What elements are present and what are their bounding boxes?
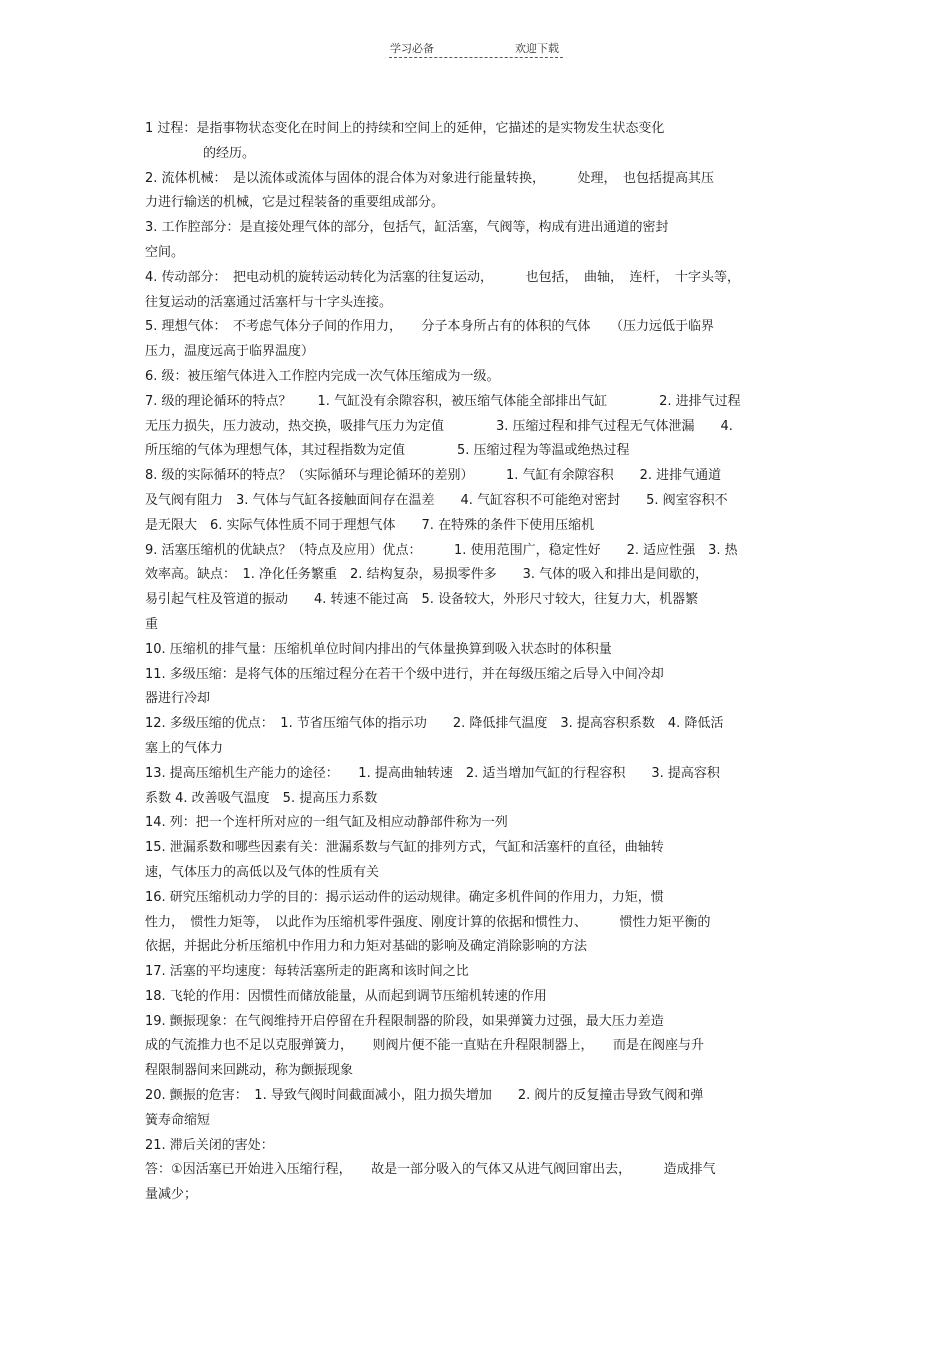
text-line: 系数 4. 改善吸气温度 5. 提高压力系数 — [145, 790, 378, 806]
text-line: 器进行冷却 — [145, 691, 211, 707]
text-line: 及气阀有阻力 3. 气体与气缸各接触面间存在温差 4. 气缸容积不可能绝对密封 5. 阀室容积不 — [145, 492, 728, 508]
text-line: 2. 流体机械： 是以流体或流体与固体的混合体为对象进行能量转换， 处理， 也包括提高其压 — [145, 170, 715, 186]
header-left-text: 学习必备 — [390, 42, 434, 55]
text-line: 成的气流推力也不足以克服弹簧力， 则阀片便不能一直贴在升程限制器上， 而是在阀座与升 — [145, 1038, 705, 1054]
text-line: 4. 传动部分： 把电动机的旋转运动转化为活塞的往复运动， 也包括， 曲轴， 连杆， 十字头等， — [145, 269, 741, 285]
text-line: 9. 活塞压缩机的优缺点？（特点及应用）优点： 1. 使用范围广，稳定性好 2. 适应性强 3. 热 — [145, 542, 738, 558]
text-line: 16. 研究压缩机动力学的目的：揭示运动件的运动规律。确定多机件间的作用力，力矩，惯 — [145, 889, 664, 905]
text-line: 12. 多级压缩的优点： 1. 节省压缩气体的指示功 2. 降低排气温度 3. 提高容积系数 4. 降低活 — [145, 716, 724, 732]
text-line: 是无限大 6. 实际气体性质不同于理想气体 7. 在特殊的条件下使用压缩机 — [145, 517, 595, 533]
text-line: 17. 活塞的平均速度：每转活塞所走的距离和该时间之比 — [145, 964, 469, 980]
text-line: 11. 多级压缩：是将气体的压缩过程分在若干个级中进行，并在每级压缩之后导入中间冷却 — [145, 666, 664, 682]
text-line: 效率高。缺点： 1. 净化任务繁重 2. 结构复杂，易损零件多 3. 气体的吸入和排出是间歇的， — [145, 567, 709, 583]
text-line: 6. 级：被压缩气体进入工作腔内完成一次气体压缩成为一级。 — [145, 368, 500, 384]
text-line: 19. 颤振现象：在气阀维持开启停留在升程限制器的阶段，如果弹簧力过强，最大压力差造 — [145, 1013, 664, 1029]
text-line: 1 过程：是指事物状态变化在时间上的持续和空间上的延伸，它描述的是实物发生状态变化 — [145, 121, 665, 136]
body-text — [145, 117, 810, 1208]
text-line: 性力， 惯性力矩等， 以此作为压缩机零件强度、刚度计算的依据和惯性力、 惯性力矩平衡的 — [145, 914, 711, 930]
page-header — [389, 39, 563, 58]
text-line: 程限制器间来回跳动，称为颤振现象 — [145, 1063, 354, 1079]
text-line: 13. 提高压缩机生产能力的途径： 1. 提高曲轴转速 2. 适当增加气缸的行程容积 3. 提高容积 — [145, 765, 720, 781]
text-line: 5. 理想气体： 不考虑气体分子间的作用力， 分子本身所占有的体积的气体 （压力远低于临界 — [145, 319, 715, 335]
text-line: 18. 飞轮的作用：因惯性而储放能量，从而起到调节压缩机转速的作用 — [145, 988, 547, 1004]
text-line: 力进行输送的机械，它是过程装备的重要组成部分。 — [145, 195, 445, 211]
text-line: 量减少； — [145, 1187, 198, 1203]
text-line: 无压力损失，压力波动，热交换，吸排气压力为定值 3. 压缩过程和排气过程无气体泄漏 4. — [145, 418, 733, 434]
text-line: 易引起气柱及管道的振动 4. 转速不能过高 5. 设备较大，外形尺寸较大，往复力大，机器繁 — [145, 592, 699, 608]
header-right-text: 欢迎下载 — [515, 42, 559, 55]
text-line: 的经历。 — [203, 145, 256, 161]
text-line: 依据，并据此分析压缩机中作用力和力矩对基础的影响及确定消除影响的方法 — [145, 939, 588, 955]
text-line: 7. 级的理论循环的特点？ 1. 气缸没有余隙容积，被压缩气体能全部排出气缸 2. 进排气过程 — [145, 393, 741, 409]
text-line: 答：①因活塞已开始进入压缩行程， 故是一部分吸入的气体又从进气阀回窜出去， 造成排气 — [145, 1162, 716, 1178]
text-line: 空间。 — [145, 244, 185, 260]
text-line: 往复运动的活塞通过活塞杆与十字头连接。 — [145, 294, 393, 310]
text-line: 14. 列：把一个连杆所对应的一组气缸及相应动静部件称为一列 — [145, 815, 508, 831]
text-line: 21. 滞后关闭的害处： — [145, 1137, 274, 1153]
text-line: 3. 工作腔部分：是直接处理气体的部分，包括气，缸活塞，气阀等，构成有进出通道的密封 — [145, 220, 669, 236]
text-line: 所压缩的气体为理想气体，其过程指数为定值 5. 压缩过程为等温或绝热过程 — [145, 443, 630, 459]
text-line: 15. 泄漏系数和哪些因素有关：泄漏系数与气缸的排列方式，气缸和活塞杆的直径，曲轴转 — [145, 840, 664, 856]
text-line: 速，气体压力的高低以及气体的性质有关 — [145, 864, 380, 880]
text-line: 簧寿命缩短 — [145, 1112, 211, 1128]
text-line: 8. 级的实际循环的特点？（实际循环与理论循环的差别） 1. 气缸有余隙容积 2. 进排气通道 — [145, 468, 722, 484]
text-line: 重 — [145, 616, 159, 632]
text-line: 压力，温度远高于临界温度） — [145, 344, 315, 360]
text-line: 塞上的气体力 — [145, 740, 224, 756]
text-line: 10. 压缩机的排气量：压缩机单位时间内排出的气体量换算到吸入状态时的体积量 — [145, 641, 612, 657]
text-line: 20. 颤振的危害： 1. 导致气阀时间截面减小，阻力损失增加 2. 阀片的反复撞击导致气阀和弹 — [145, 1088, 704, 1104]
